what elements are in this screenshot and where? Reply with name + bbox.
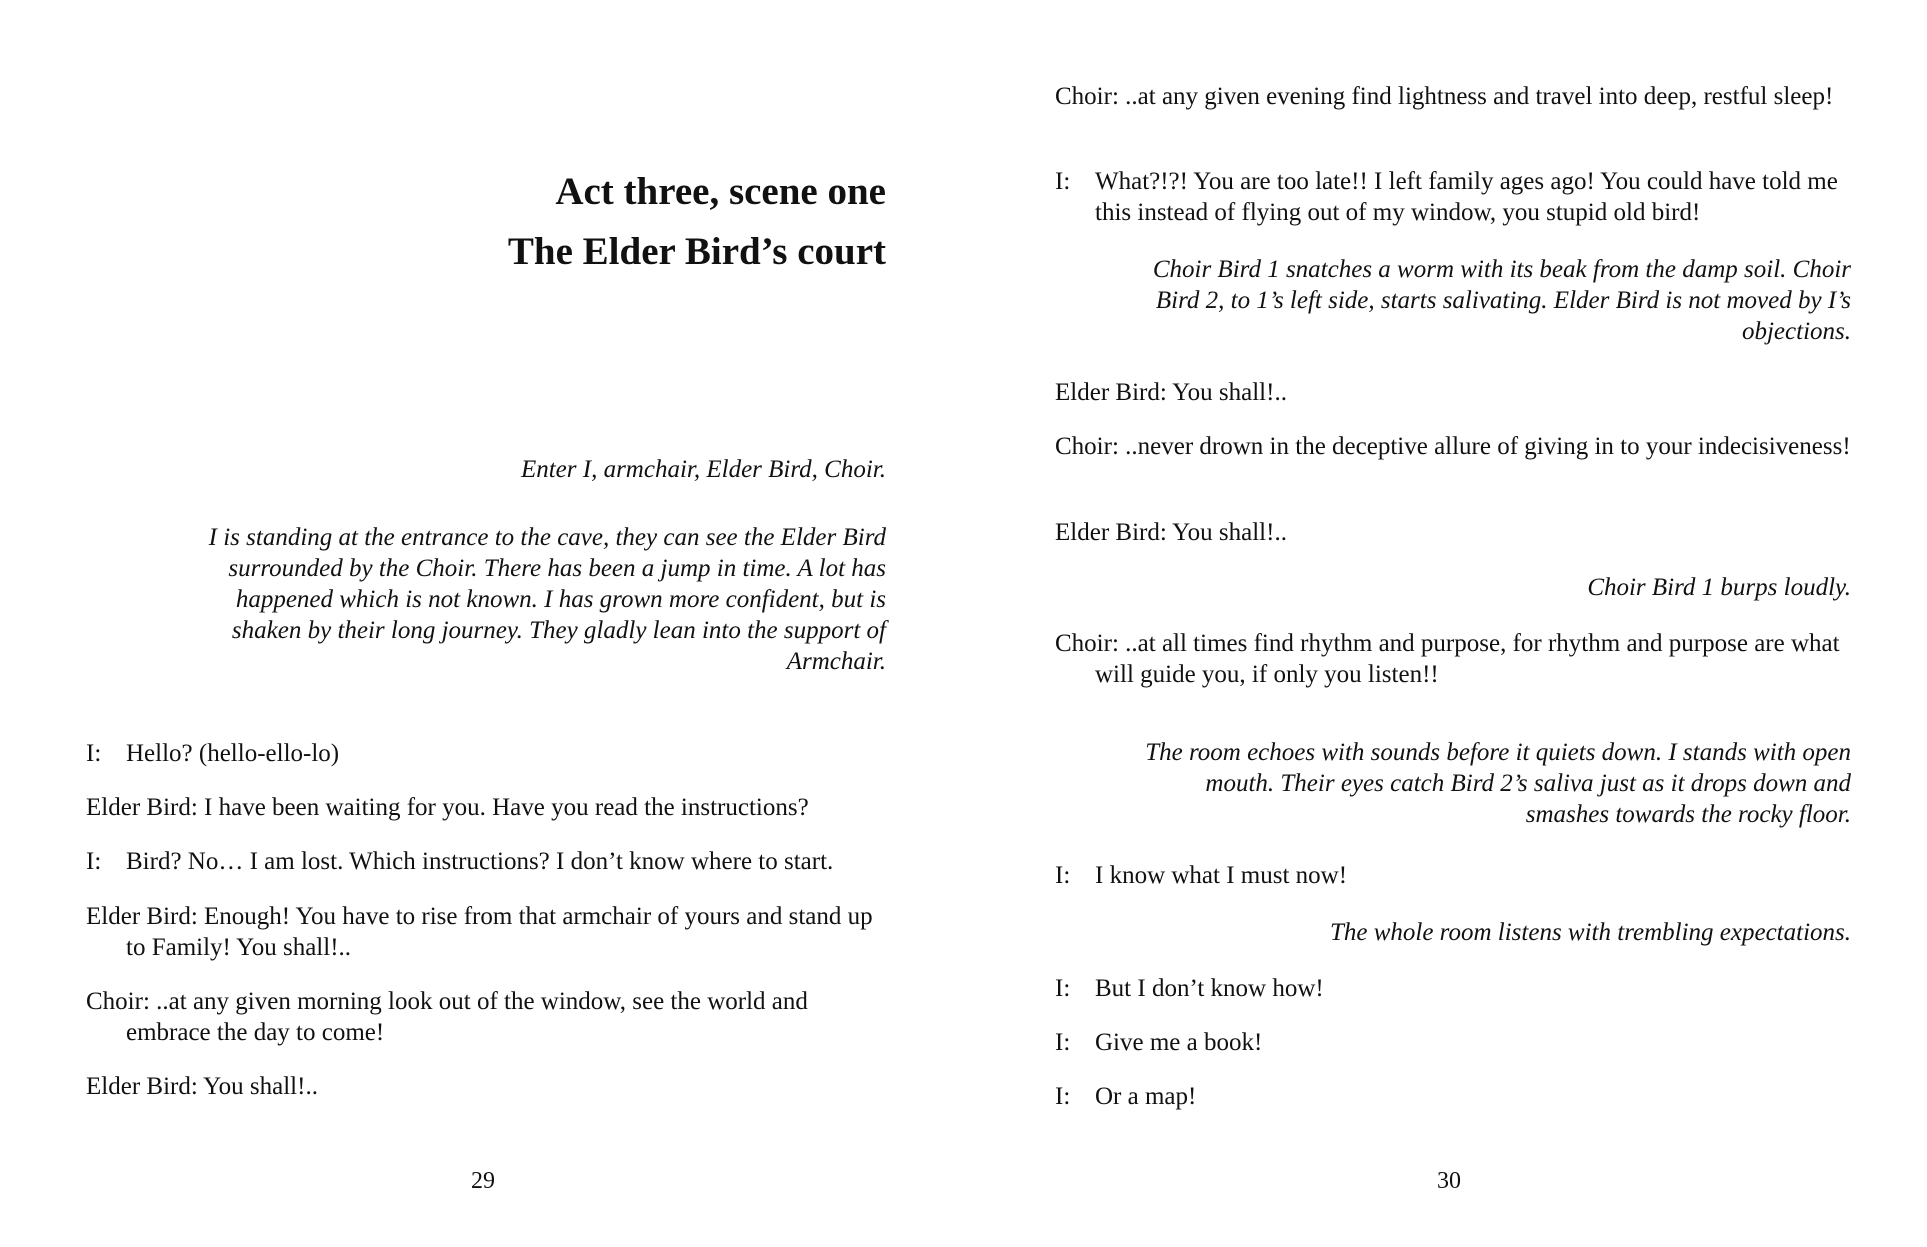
dialogue-line bbox=[86, 901, 886, 963]
speaker-name: Elder Bird: bbox=[86, 903, 198, 930]
scene-title-line-2: The Elder Bird’s court bbox=[507, 230, 886, 273]
stage-direction-text: The room echoes with sounds before it quiets down. I stands with open mouth. Their eyes catch Bird 2’s saliva just as it drops down and smashes towards the rocky floor. bbox=[1145, 739, 1851, 828]
line-text: Give me a book! bbox=[1095, 1029, 1263, 1056]
line-text: Or a map! bbox=[1095, 1083, 1197, 1110]
dialogue-line bbox=[86, 986, 886, 1048]
speaker-name: Choir: bbox=[1055, 83, 1119, 110]
dialogue-line bbox=[1055, 166, 1851, 228]
speaker-name: Elder Bird: bbox=[86, 1073, 198, 1100]
page-number: 29 bbox=[471, 1168, 495, 1194]
setting-text: I is standing at the entrance to the cave, they can see the Elder Bird surrounded by the Choir. There has been a jump in time. A lot has happened which is not known. I has grown more confident, but is shaken by their long journey. They gladly lean into the support of Armchair. bbox=[208, 524, 886, 675]
setting-direction bbox=[86, 522, 886, 677]
dialogue-line bbox=[86, 792, 886, 823]
scene-title bbox=[86, 162, 886, 282]
stage-direction-text: The whole room listens with trembling expectations. bbox=[1329, 919, 1851, 946]
speaker-name: I: bbox=[86, 740, 102, 767]
speaker-name: I: bbox=[1055, 862, 1071, 889]
left-page bbox=[0, 0, 963, 1247]
page-number: 30 bbox=[1437, 1168, 1461, 1194]
stage-direction-text: Choir Bird 1 burps loudly. bbox=[1587, 574, 1851, 601]
dialogue-line bbox=[86, 846, 886, 877]
stage-direction bbox=[1055, 737, 1851, 830]
dialogue-line bbox=[86, 738, 886, 769]
line-text: I have been waiting for you. Have you read the instructions? bbox=[204, 794, 809, 821]
stage-direction bbox=[1055, 254, 1851, 347]
scene-title-line-1: Act three, scene one bbox=[555, 170, 886, 213]
speaker-name: I: bbox=[1055, 168, 1071, 195]
line-text: You shall!.. bbox=[1172, 519, 1287, 546]
speaker-name: Choir: bbox=[1055, 433, 1119, 460]
dialogue-line bbox=[1055, 431, 1851, 462]
dialogue-line bbox=[1055, 628, 1851, 690]
line-text: Bird? No… I am lost. Which instructions? I don’t know where to start. bbox=[126, 848, 834, 875]
speaker-name: Elder Bird: bbox=[1055, 519, 1167, 546]
speaker-name: I: bbox=[1055, 1083, 1071, 1110]
dialogue-line bbox=[1055, 973, 1851, 1004]
line-text: You shall!.. bbox=[203, 1073, 318, 1100]
dialogue-line bbox=[1055, 860, 1851, 891]
dialogue-line bbox=[1055, 81, 1851, 112]
dialogue-line bbox=[1055, 1027, 1851, 1058]
speaker-name: I: bbox=[1055, 975, 1071, 1002]
dialogue-line bbox=[1055, 1081, 1851, 1112]
speaker-name: Elder Bird: bbox=[1055, 379, 1167, 406]
enter-text: Enter I, armchair, Elder Bird, Choir. bbox=[520, 456, 886, 483]
line-text: But I don’t know how! bbox=[1095, 975, 1324, 1002]
line-text: ..never drown in the deceptive allure of giving in to your indecisiveness! bbox=[1125, 433, 1851, 460]
speaker-name: I: bbox=[1055, 1029, 1071, 1056]
line-text: ..at all times find rhythm and purpose, for rhythm and purpose are what will guide you, if only you listen!! bbox=[1095, 630, 1840, 688]
line-text: ..at any given evening find lightness and travel into deep, restful sleep! bbox=[1125, 83, 1834, 110]
speaker-name: I: bbox=[86, 848, 102, 875]
line-text: I know what I must now! bbox=[1095, 862, 1348, 889]
line-text: Hello? (hello-ello-lo) bbox=[126, 740, 340, 767]
speaker-name: Choir: bbox=[1055, 630, 1119, 657]
dialogue-line bbox=[86, 1071, 886, 1102]
stage-direction bbox=[1055, 572, 1851, 603]
dialogue-line bbox=[1055, 517, 1851, 548]
line-text: You shall!.. bbox=[1172, 379, 1287, 406]
stage-direction-text: Choir Bird 1 snatches a worm with its beak from the damp soil. Choir Bird 2, to 1’s left side, starts salivating. Elder Bird is not moved by I’s objections. bbox=[1152, 256, 1851, 345]
enter-direction bbox=[86, 454, 886, 485]
line-text: What?!?! You are too late!! I left family ages ago! You could have told me this instead of flying out of my window, you stupid old bird! bbox=[1095, 168, 1838, 226]
dialogue-line bbox=[1055, 377, 1851, 408]
speaker-name: Choir: bbox=[86, 988, 150, 1015]
line-text: Enough! You have to rise from that armchair of yours and stand up to Family! You shall!.. bbox=[126, 903, 873, 961]
speaker-name: Elder Bird: bbox=[86, 794, 198, 821]
right-page bbox=[963, 0, 1927, 1247]
stage-direction bbox=[1055, 917, 1851, 948]
line-text: ..at any given morning look out of the window, see the world and embrace the day to come! bbox=[126, 988, 808, 1046]
